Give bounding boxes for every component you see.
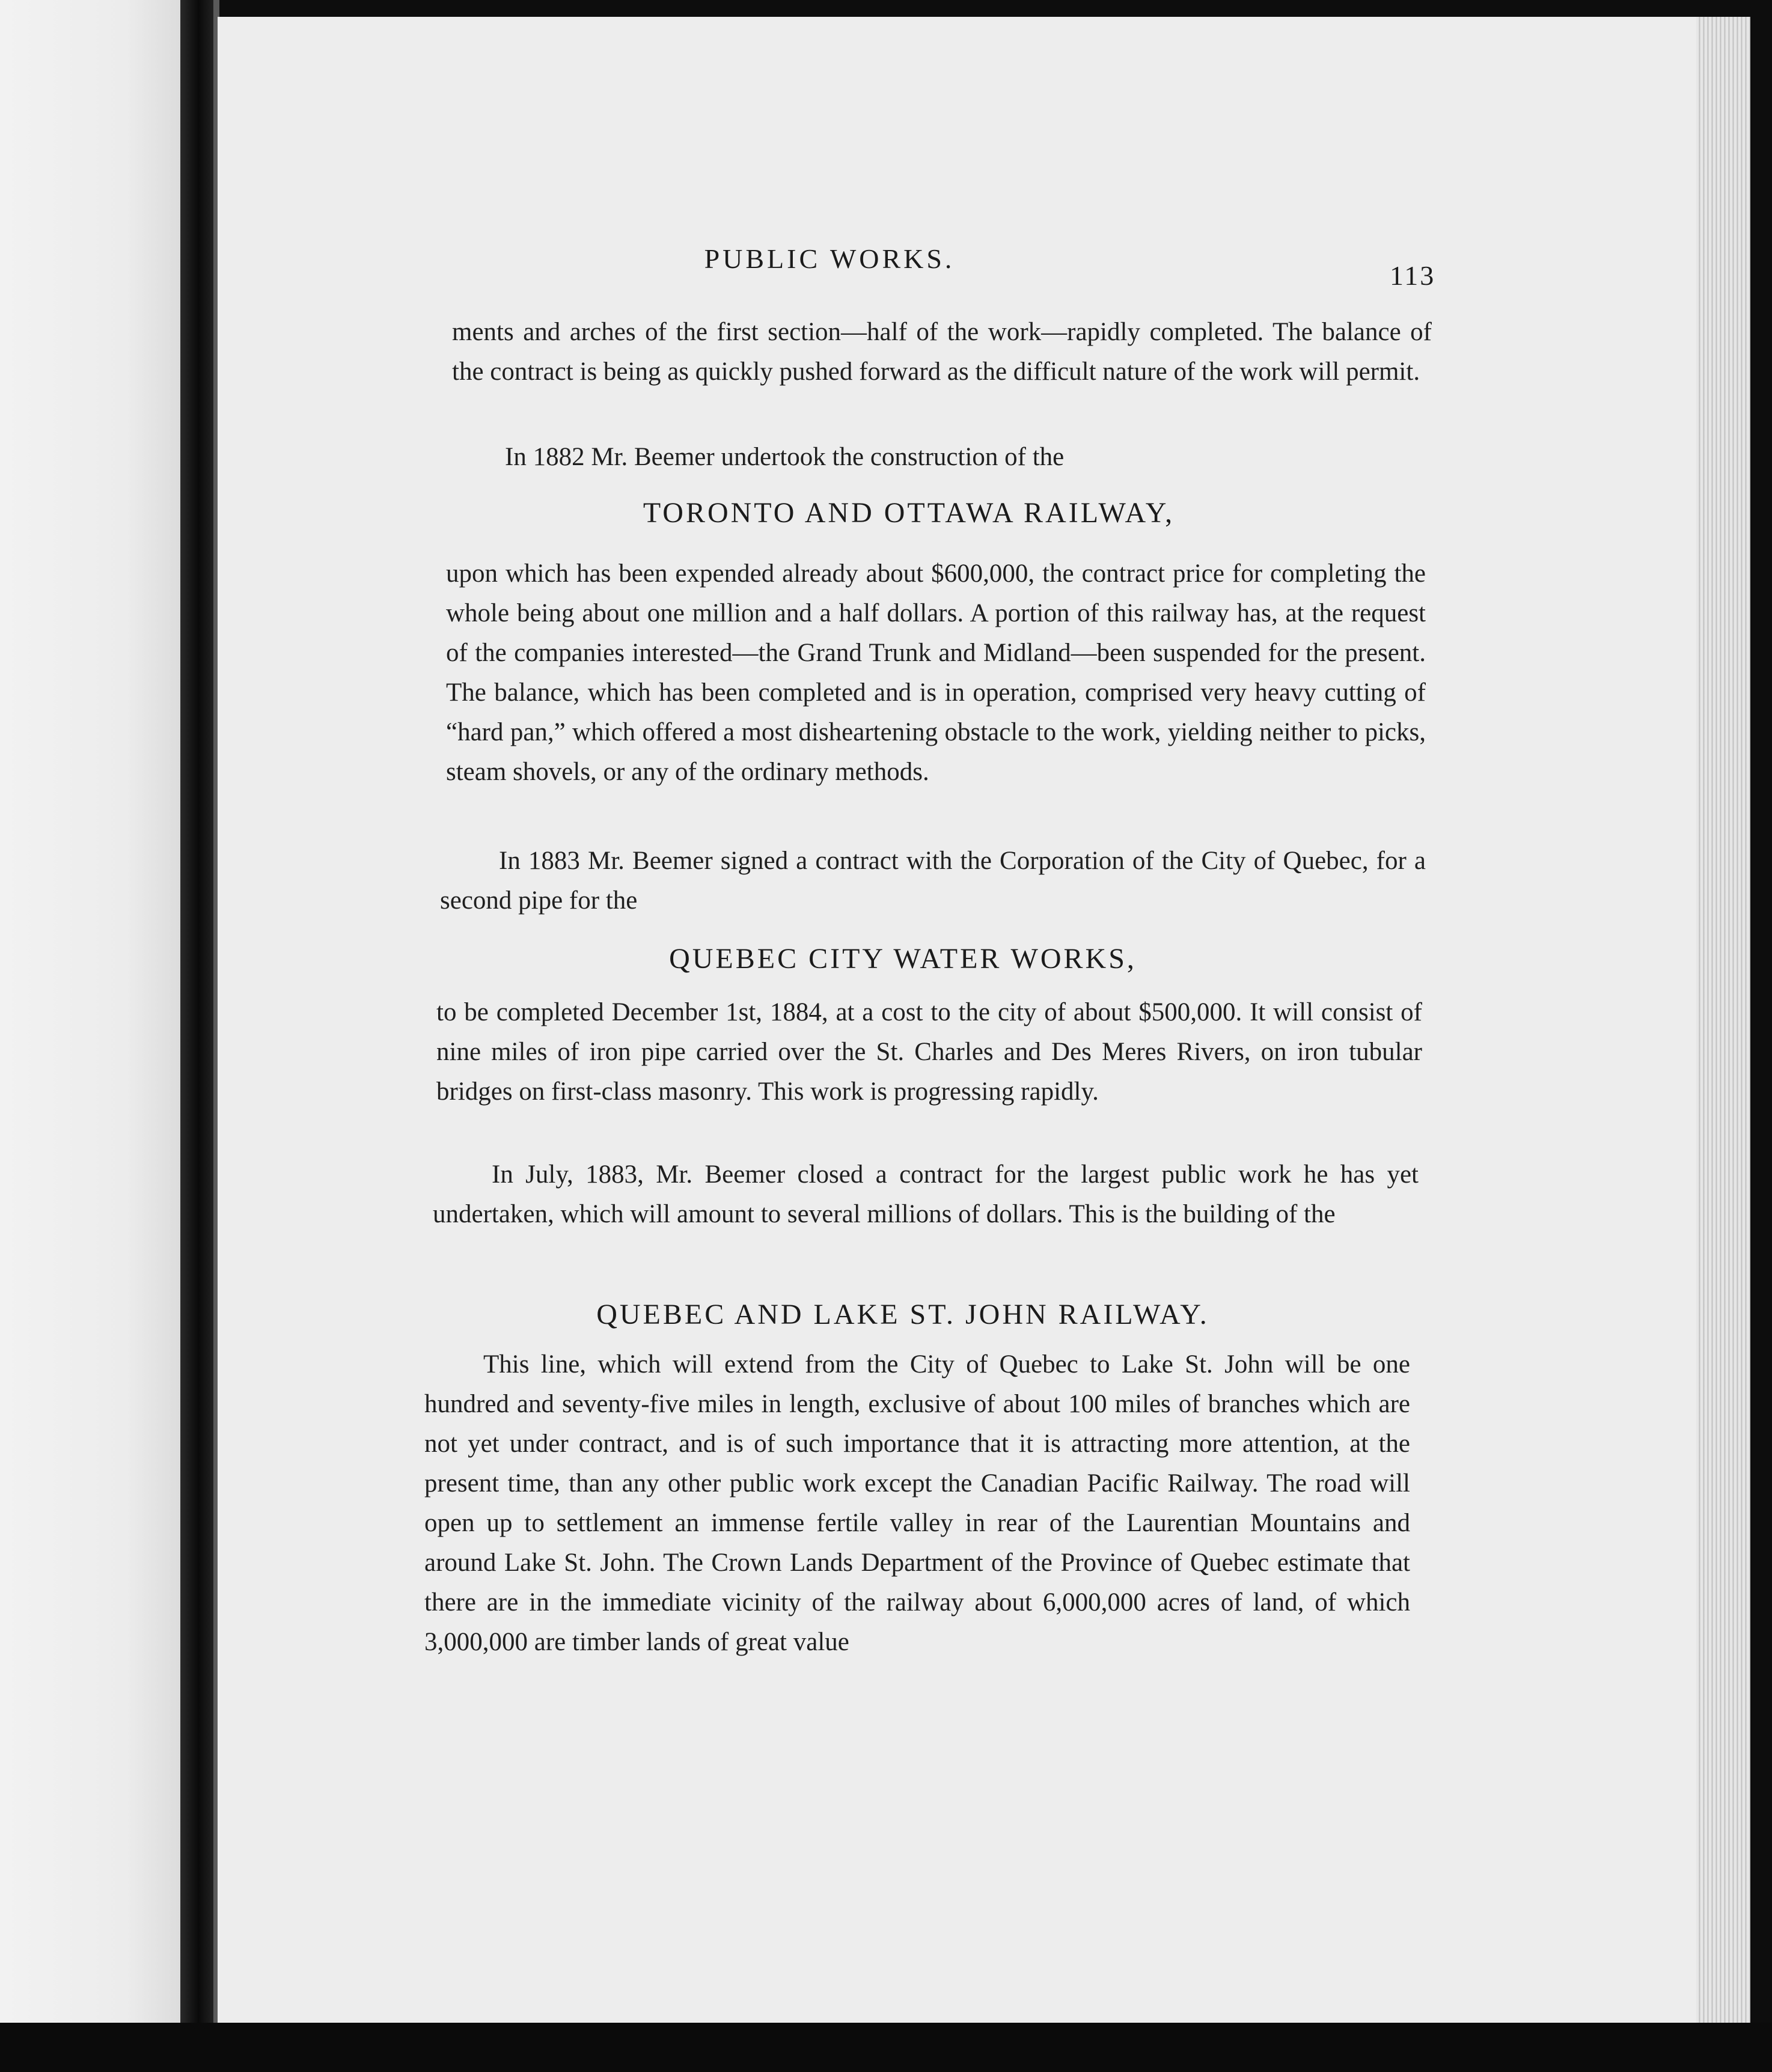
- paragraph-1883: In 1883 Mr. Beemer signed a contract with the Corporation of the City of Quebec, for a second pipe for the: [440, 847, 1426, 915]
- paragraph-toronto-ottawa: upon which has been expended already about $600,000, the contract price for completing the whole being about one million and a half dollars. A portion of this railway has, at the request of the companies interested—the Grand Trunk and Midland—been suspended for the present. The balance, which has been completed and is in operation, comprised very heavy cutting of “hard pan,” which offered a most disheartening obstacle to the work, yielding neither to picks, steam shovels, or any of the ordinary methods.: [446, 559, 1426, 786]
- paragraph-lake-st-john: This line, which will extend from the City of Quebec to Lake St. John will be one hundred and seventy-five miles in length, exclusive of about 100 miles of branches which are not yet under contract, and is of such importance that it is attracting more attention, at the present time, than any other public work except the Canadian Pacific Railway. The road will open up to settlement an immense fertile valley in rear of the Laurentian Mountains and around Lake St. John. The Crown Lands Department of the Province of Quebec estimate that there are in the immediate vicinity of the railway about 6,000,000 acres of land, of which 3,000,000 are timber lands of great value: [424, 1350, 1410, 1656]
- book-gutter: [180, 0, 216, 2072]
- heading-quebec-water-works: QUEBEC CITY WATER WORKS,: [669, 943, 1137, 975]
- page-edges: [1696, 17, 1750, 2023]
- heading-lake-st-john: QUEBEC AND LAKE ST. JOHN RAILWAY.: [596, 1299, 1209, 1330]
- running-head: PUBLIC WORKS.: [704, 243, 955, 274]
- facing-page: [0, 0, 180, 2072]
- page-number: 113: [1390, 260, 1436, 291]
- paragraph-july-1883: In July, 1883, Mr. Beemer closed a contract for the largest public work he has yet undertaken, which will amount to several millions of dollars. This is the building of the: [433, 1160, 1419, 1228]
- scan-border: [0, 2023, 1772, 2072]
- paragraph-1882: In 1882 Mr. Beemer undertook the construction of the: [505, 443, 1065, 471]
- paragraph-continuation: ments and arches of the first section—half of the work—rapidly completed. The balance of the contract is being as quickly pushed forward as the difficult nature of the work will permit.: [452, 318, 1432, 386]
- heading-toronto-ottawa: TORONTO AND OTTAWA RAILWAY,: [643, 497, 1175, 529]
- paragraph-water-works: to be completed December 1st, 1884, at a cost to the city of about $500,000. It will consist of nine miles of iron pipe carried over the St. Charles and Des Meres Rivers, on iron tubular bridges on first-class masonry. This work is progressing rapidly.: [436, 998, 1422, 1106]
